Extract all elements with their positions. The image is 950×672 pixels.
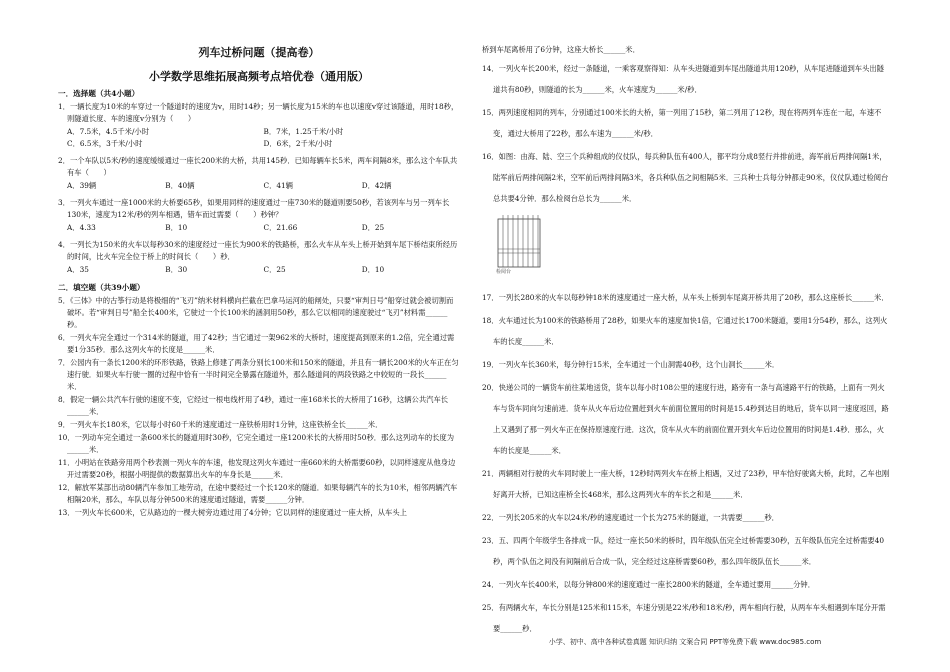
question-8: 8．假定一辆公共汽车行驶的速度不变，它经过一根电线杆用了4秒，通过一座168米长的大桥用了16秒，这辆公共汽车长______米．: [58, 395, 449, 416]
question-13-continued: 桥到车尾离桥用了6分钟，这座大桥长______米．: [482, 45, 640, 54]
question-14: 14．一列火车长200米，经过一条隧道，一乘客观察得知：从车头进隧道到车尾出隧道共用120秒，从车尾进隧道到车头出隧道共有80秒，则隧道的长为______米，火车速度为______米/秒．: [482, 64, 884, 94]
question-5: 5．《三体》中的古筝行动是将极细的“飞刃”纳米材料横向拦截在巴拿马运河的船闸处，只要“审判日号”船穿过就会被切割而破坏。若“审判日号”船全长400米，它驶过一个长100米的涵洞用50秒，那么它以相同的速度驶过“飞刃”材料需______秒。: [58, 296, 454, 329]
option-b: B．7米，1.25千米/小时: [263, 127, 344, 136]
figure-caption: 检阅台: [496, 269, 512, 275]
page-title: 列车过桥问题（提高卷）: [198, 46, 320, 59]
option-a: A．35: [67, 265, 89, 274]
left-column: [58, 0, 460, 520]
page-footer: 小学、初中、高中各种试卷真题 知识归纳 文案合同 PPT等免费下载 www.doc985.com: [548, 638, 822, 646]
option-d: D．6米，2千米/小时: [263, 139, 333, 148]
option-c: C．25: [263, 265, 286, 274]
right-column: [482, 44, 890, 639]
question-17: 17．一列长280米的火车以每秒钟18米的速度通过一座大桥，从车头上桥到车尾离开桥共用了20秒，那么这座桥长______米．: [482, 293, 889, 302]
option-a: A．4.33: [67, 223, 96, 232]
question-3: [58, 197, 460, 234]
question-text: 3．一列火车通过一座1000米的大桥要65秒，如果用同样的速度通过一座730米的隧道则要50秒，若该列车与另一列车长130米，速度为12米/秒的列车相遇，错车而过需要（ ）秒钟？: [58, 198, 450, 219]
option-c: C．41辆: [263, 181, 293, 190]
question-12: 12．解放军某部出动80辆汽车参加工地劳动，在途中要经过一个长120米的隧道．如果每辆汽车的长为10米，相邻两辆汽车相隔20米，那么，车队以每分钟500米的速度通过隧道，需要______分钟．: [58, 483, 458, 504]
question-21: 21．两辆相对行驶的火车同时驶上一座大桥，12秒时两列火车在桥上相遇，又过了23秒，甲车恰好驶离大桥，此时，乙车也刚好离开大桥，已知这座桥全长468米，那么这两列火车的车长之和是______米．: [482, 469, 890, 499]
question-23: 23．五、四两个年级学生各排成一队，经过一座长50米的桥时，四年级队伍完全过桥需要30秒，五年级队伍完全过桥需要40秒，两个队伍之间没有间隔前后合成一队，完全经过这座桥需要60秒，那么四年级队伍长______米．: [482, 536, 884, 566]
question-13: 13．一列火车长600米，它从路边的一棵大树旁边通过用了4分钟；它以同样的速度通过一座大桥，从车头上: [58, 508, 407, 517]
question-11: 11．小明站在铁路旁用两个秒表测一列火车的车速，他发现这列火车通过一座660米的大桥需要60秒，以同样速度从他身边开过需要20秒，根据小明提供的数据算出火车的车身长是______米．: [58, 458, 456, 479]
section-heading-fill: 二．填空题（共39小题）: [58, 283, 145, 292]
section-heading-choice: 一．选择题（共4小题）: [58, 89, 140, 98]
question-16: 16．如图：由海、陆、空三个兵种组成的仪仗队，每兵种队伍有400人，都平均分成8竖行并排前进，海军前后两排间隔1米，陆军前后两排间隔2米，空军前后两排间隔3米，各兵种队伍之间相隔5米．三兵种士兵每分钟都走90米，仪仗队通过检阅台总共要4分钟．那么检阅台总长为______米．: [482, 152, 889, 203]
question-9: 9．一列火车长180米，它以每小时60千米的速度通过一座铁桥用时1分钟，这座铁桥全长______米．: [58, 420, 383, 429]
question-2: [58, 155, 460, 192]
question-6: 6．一列火车完全通过一个314米的隧道，用了42秒；当它通过一架962米的大桥时，速度提高到原来的1.2倍，完全通过需要1分35秒．那么这列火车的长度是______米．: [58, 333, 455, 354]
page-subtitle: 小学数学思维拓展高频考点培优卷（通用版）: [149, 70, 369, 83]
option-b: B．30: [165, 265, 188, 274]
question-10: 10．一列动车完全通过一条600米长的隧道用时30秒，它完全通过一座1200米长的大桥用时50秒．那么这列动车的长度为______米．: [58, 433, 455, 454]
option-c: C．21.66: [263, 223, 298, 232]
question-24: 24．一列火车长400米，以每分钟800米的速度通过一座长2800米的隧道，全车通过要用______分钟．: [482, 580, 815, 589]
question-25: 25．有两辆火车，车长分别是125米和115米，车速分别是22米/秒和18米/秒，两车相向行驶，从两车车头相遇到车尾分开需要______秒．: [482, 603, 886, 633]
question-15: 15．两列速度相同的列车，分别通过100米长的大桥，第一列用了15秒，第二列用了12秒，现在将两列车连在一起，车速不变，通过大桥用了22秒，那么车速为______米/秒．: [482, 108, 882, 138]
parade-diagram: [496, 213, 544, 279]
option-a: A．39辆: [67, 181, 97, 190]
option-d: D．10: [361, 265, 385, 274]
option-b: B．10: [165, 223, 188, 232]
question-19: 19．一列火车长360米，每分钟行15米，全车通过一个山洞需40秒，这个山洞长______米．: [482, 360, 780, 369]
question-7: 7．公园内有一条长1200米的环形铁路，铁路上修建了两条分别长100米和150米的隧道，并且有一辆长200米的火车正在匀速行驶．如果火车行驶一圈的过程中恰有一半时间完全暴露在隧道外，那么隧道间的两段铁路之中较短的一段长______米．: [58, 358, 459, 391]
question-text: 2．一个车队以5米/秒的速度缓缓通过一座长200米的大桥，共用145秒．已知每辆车长5米，两车间隔8米，那么这个车队共有车（ ）: [58, 156, 458, 177]
question-text: 4．一列长为150米的火车以每秒30米的速度经过一座长为900米的铁路桥，那么火车从车头上桥开始到车尾下桥结束所经历的时间，比火车完全位于桥上的时间长（ ）秒．: [58, 240, 458, 261]
option-c: C．6.5米，3千米/小时: [67, 139, 143, 148]
option-d: D．42辆: [361, 181, 392, 190]
question-20: 20．快递公司的一辆货车前往某地送货，货车以每小时108公里的速度行进，路旁有一条与高速路平行的铁路，上面有一列火车与货车同向匀速前进．货车从火车后边位置赶到火车前面位置用的时间是15.4秒到达目的地后，货车以同一速度返回，路上又遇到了那一列火车正在保持原速度行进．这次，货车从火车的前面位置开到火车后边位置用的时间是1.4秒．那么，火车的长度是______米．: [482, 383, 889, 455]
option-a: A．7.5米，4.5千米/小时: [67, 127, 150, 136]
question-text: 1．一辆长度为10米的车穿过一个隧道时的速度为v，用时14秒；另一辆长度为15米的车也以速度v穿过该隧道，用时18秒，则隧道长度、车的速度v分别为（ ）: [58, 102, 459, 123]
question-18: 18．火车通过长为100米的铁路桥用了28秒，如果火车的速度加快1倍，它通过长1700米隧道，要用1分54秒，那么，这列火车的长度______米．: [482, 316, 888, 346]
question-4: [58, 239, 460, 276]
option-d: D．25: [361, 223, 385, 232]
option-b: B．40辆: [165, 181, 195, 190]
question-1: [58, 101, 460, 150]
question-22: 22．一列长205米的火车以24米/秒的速度通过一个长为275米的隧道，一共需要______秒．: [482, 513, 779, 522]
